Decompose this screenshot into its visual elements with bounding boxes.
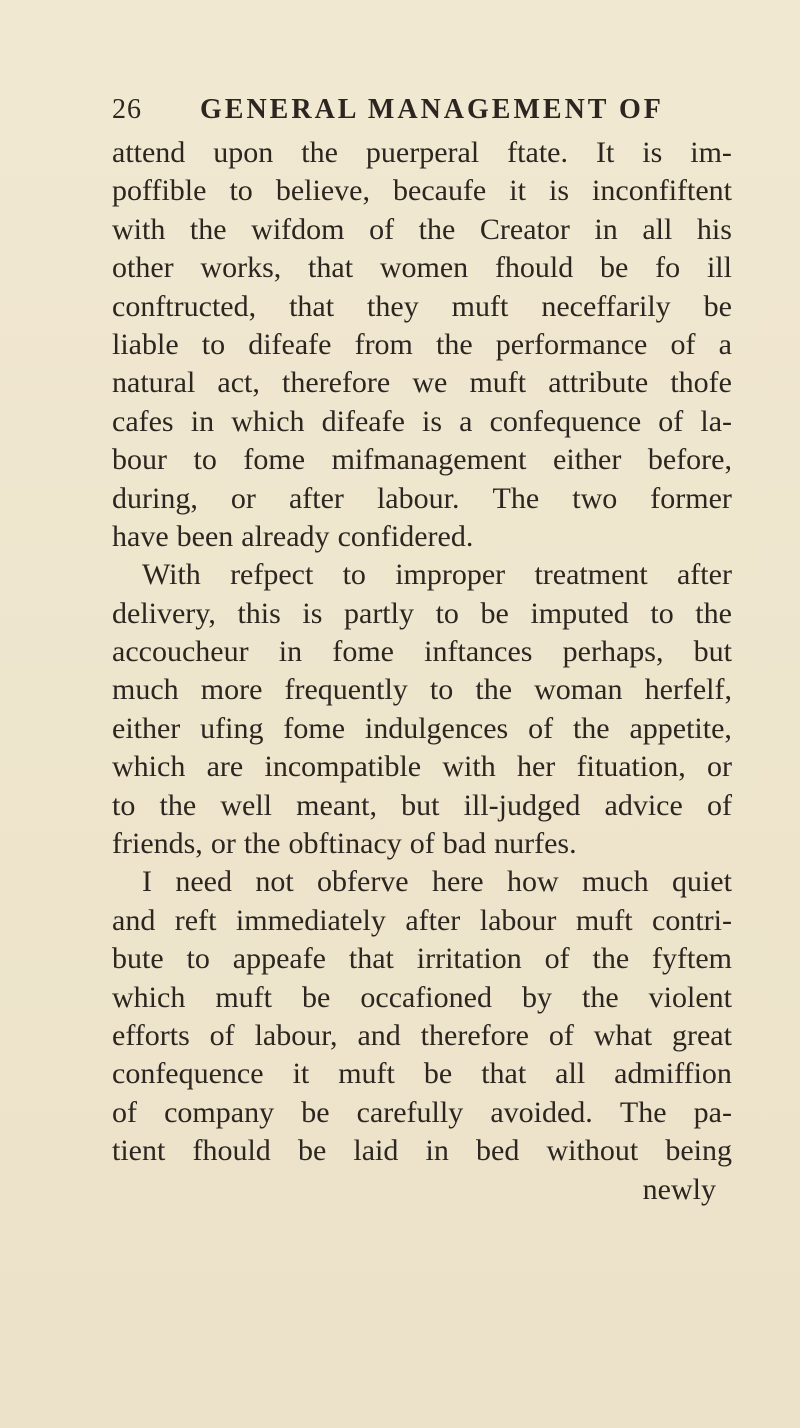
word: in — [425, 1134, 449, 1168]
text-line — [112, 1017, 732, 1055]
word: how — [506, 865, 559, 899]
word: either — [112, 711, 181, 745]
word: and — [357, 1018, 401, 1052]
word: fome — [283, 711, 346, 745]
word: be — [301, 1095, 330, 1129]
word: by — [521, 980, 552, 1014]
word: indulgences — [364, 711, 509, 745]
word: quiet — [671, 865, 732, 899]
text-line — [112, 211, 732, 249]
word: attend — [112, 136, 186, 169]
word: reft — [174, 903, 217, 937]
word: avoided. — [490, 1095, 593, 1129]
word: to — [186, 942, 210, 976]
word: liable — [112, 327, 179, 361]
word: The — [619, 1095, 667, 1129]
catchword-text: newly — [642, 1172, 716, 1206]
word: labour, — [254, 1018, 338, 1052]
word: bed — [476, 1134, 520, 1168]
word: to — [435, 596, 459, 630]
text-line — [112, 480, 732, 518]
word: of — [670, 327, 696, 361]
word: in — [278, 635, 303, 669]
text-line — [112, 172, 732, 210]
word: im- — [690, 136, 732, 169]
word: after — [676, 558, 732, 592]
word: already — [241, 519, 330, 553]
word: is — [302, 596, 323, 630]
word: of — [658, 404, 684, 438]
word: of — [369, 212, 395, 246]
word: The — [492, 481, 540, 515]
word: be — [480, 596, 509, 630]
word: much — [581, 865, 649, 899]
word: irritation — [416, 942, 522, 976]
word: carefully — [356, 1095, 464, 1129]
word: act, — [217, 366, 260, 400]
word: fhould — [494, 251, 574, 285]
text-line — [112, 288, 732, 326]
word: bute — [112, 942, 164, 976]
text-line — [112, 518, 732, 556]
word: believe, — [275, 174, 370, 208]
text-line — [112, 326, 732, 364]
word: improper — [395, 558, 506, 592]
word: laid — [353, 1134, 399, 1168]
word: bad — [442, 827, 487, 861]
text-line — [112, 595, 732, 633]
word: With — [142, 558, 201, 592]
word: a — [459, 404, 473, 438]
word: the — [243, 827, 281, 861]
word: of — [548, 1018, 574, 1052]
word: confequence — [112, 1057, 264, 1091]
word: obftinacy — [288, 827, 402, 861]
text-line — [112, 403, 732, 441]
word: of — [528, 711, 554, 745]
word: of — [209, 1018, 235, 1052]
text-line — [112, 979, 732, 1017]
word: cafes — [112, 404, 174, 438]
word: confequence — [489, 404, 642, 438]
word: meant, — [296, 788, 377, 822]
word: difeafe — [248, 327, 332, 361]
word: neceffarily — [541, 289, 671, 323]
word: that — [481, 1057, 527, 1091]
text-line — [112, 134, 732, 172]
word: more — [200, 673, 263, 707]
word: fituation, — [576, 750, 686, 784]
word: great — [671, 1018, 732, 1052]
text-line — [112, 1094, 732, 1132]
word: natural — [112, 366, 196, 400]
word: labour. — [376, 481, 460, 515]
word: partly — [344, 596, 414, 630]
word: labour — [479, 903, 557, 937]
word: admiffion — [614, 1057, 732, 1091]
word: ftate. — [507, 136, 568, 169]
word: of — [409, 827, 435, 861]
word: poffible — [112, 174, 207, 208]
text-line — [112, 710, 732, 748]
word: performance — [495, 327, 648, 361]
word: without — [546, 1134, 639, 1168]
word: all — [642, 212, 673, 246]
word: imputed — [530, 596, 629, 630]
word: other — [112, 251, 174, 285]
word: before, — [647, 443, 732, 477]
word: bour — [112, 443, 167, 477]
word: friends, — [112, 827, 203, 861]
word: are — [206, 750, 244, 784]
text-line — [112, 825, 732, 863]
word: company — [164, 1095, 275, 1129]
word: muft — [215, 980, 273, 1014]
word: his — [696, 212, 732, 246]
word: treatment — [534, 558, 648, 592]
word: the — [159, 788, 197, 822]
text-line — [112, 556, 732, 594]
word: contri- — [652, 903, 732, 937]
word: conftructed, — [112, 289, 257, 323]
word: the — [189, 212, 227, 246]
word: becaufe — [393, 174, 487, 208]
word: in — [190, 404, 215, 438]
word: much — [112, 673, 179, 707]
body-text — [112, 134, 732, 1209]
word: that — [348, 942, 394, 976]
word: be — [703, 289, 732, 323]
word: wifdom — [251, 212, 345, 246]
word: fo — [655, 251, 681, 285]
word: to — [201, 327, 226, 361]
word: former — [650, 481, 732, 515]
word: being — [665, 1134, 732, 1168]
word: her — [516, 750, 556, 784]
word: the — [436, 327, 473, 361]
word: all — [555, 1057, 586, 1091]
word: to — [193, 443, 217, 477]
word: perhaps, — [562, 635, 664, 669]
word: appetite, — [629, 711, 732, 745]
word: to — [429, 673, 454, 707]
word: be — [297, 1134, 327, 1168]
word: woman — [534, 673, 623, 707]
word: it — [509, 174, 526, 208]
text-line — [112, 633, 732, 671]
word: nurfes. — [494, 827, 577, 861]
word: attribute — [548, 366, 649, 400]
word: well — [220, 788, 272, 822]
word: which — [112, 980, 186, 1014]
word: or — [210, 827, 236, 861]
word: inconfiftent — [592, 174, 732, 208]
word: the — [582, 980, 619, 1014]
page-number: 26 — [112, 94, 142, 125]
word: fome — [332, 635, 394, 669]
word: or — [706, 750, 732, 784]
word: with — [442, 750, 496, 784]
word: ill — [706, 251, 732, 285]
word: of — [706, 788, 732, 822]
word: after — [405, 903, 461, 937]
word: works, — [200, 251, 282, 285]
text-line — [112, 902, 732, 940]
word: the — [301, 136, 338, 169]
text-line — [112, 364, 732, 402]
word: puerperal — [365, 136, 480, 169]
word: difeafe — [321, 404, 405, 438]
word: of — [544, 942, 570, 976]
word: is — [549, 174, 570, 208]
word: and — [112, 903, 156, 937]
text-line — [112, 441, 732, 479]
word: obferve — [317, 865, 409, 899]
word: therefore — [420, 1018, 529, 1052]
word: either — [553, 443, 622, 477]
word: a — [718, 327, 732, 361]
word: be — [600, 251, 629, 285]
word: to — [342, 558, 366, 592]
word: but — [401, 788, 440, 822]
word: which — [231, 404, 305, 438]
word: fhould — [192, 1134, 271, 1168]
word: confidered. — [337, 519, 474, 553]
word: that — [289, 289, 335, 323]
word: la- — [700, 404, 732, 438]
word: advice — [604, 788, 683, 822]
word: It — [595, 136, 615, 169]
word: accoucheur — [112, 635, 249, 669]
word: refpect — [230, 558, 314, 592]
word: have — [112, 519, 169, 553]
word: occafioned — [360, 980, 492, 1014]
word: the — [695, 596, 732, 630]
page-header — [112, 88, 712, 132]
word: immediately — [235, 903, 386, 937]
word: which — [112, 750, 186, 784]
word: to — [650, 596, 674, 630]
word: fome — [243, 443, 306, 477]
word: we — [412, 366, 448, 400]
word: from — [354, 327, 413, 361]
word: the — [418, 212, 456, 246]
text-line — [112, 249, 732, 287]
text-line — [112, 863, 732, 901]
word: thofe — [670, 366, 732, 400]
word: here — [431, 865, 484, 899]
word: need — [175, 865, 232, 899]
word: that — [308, 251, 354, 285]
word: herfelf, — [644, 673, 732, 707]
text-line — [112, 1132, 732, 1170]
word: upon — [213, 136, 274, 169]
word: muft — [469, 366, 527, 400]
word: but — [693, 635, 732, 669]
word: two — [572, 481, 618, 515]
word: is — [642, 136, 663, 169]
word: ufing — [200, 711, 264, 745]
text-line — [112, 671, 732, 709]
word: incompatible — [264, 750, 422, 784]
word: the — [572, 711, 610, 745]
word: inftances — [424, 635, 533, 669]
word: therefore — [281, 366, 391, 400]
text-line — [112, 940, 732, 978]
word: to — [112, 788, 136, 822]
text-line — [112, 1055, 732, 1093]
word: after — [288, 481, 344, 515]
word: ill-judged — [463, 788, 581, 822]
word: violent — [648, 980, 732, 1014]
word: be — [423, 1057, 453, 1091]
catchword — [112, 1171, 732, 1209]
word: fyftem — [652, 942, 732, 976]
word: it — [292, 1057, 310, 1091]
word: tient — [112, 1134, 166, 1168]
word: during, — [112, 481, 198, 515]
word: I — [142, 865, 152, 899]
word: not — [255, 865, 294, 899]
word: be — [302, 980, 331, 1014]
word: is — [422, 404, 443, 438]
running-head: GENERAL MANAGEMENT OF — [200, 94, 664, 125]
word: this — [237, 596, 281, 630]
word: Creator — [479, 212, 570, 246]
word: been — [176, 519, 234, 553]
word: mifmanagement — [331, 443, 527, 477]
word: the — [592, 942, 630, 976]
word: muft — [451, 289, 509, 323]
word: muft — [338, 1057, 395, 1091]
word: to — [229, 174, 253, 208]
text-line — [112, 787, 732, 825]
word: or — [230, 481, 256, 515]
word: frequently — [284, 673, 408, 707]
word: efforts — [112, 1018, 190, 1052]
word: they — [367, 289, 419, 323]
word: what — [593, 1018, 653, 1052]
word: muft — [575, 903, 633, 937]
text-line — [112, 748, 732, 786]
word: women — [379, 251, 469, 285]
word: delivery, — [112, 596, 216, 630]
word: with — [112, 212, 166, 246]
word: appeafe — [232, 942, 327, 976]
word: in — [594, 212, 618, 246]
word: the — [475, 673, 513, 707]
word: of — [112, 1095, 137, 1129]
word: pa- — [693, 1095, 732, 1129]
